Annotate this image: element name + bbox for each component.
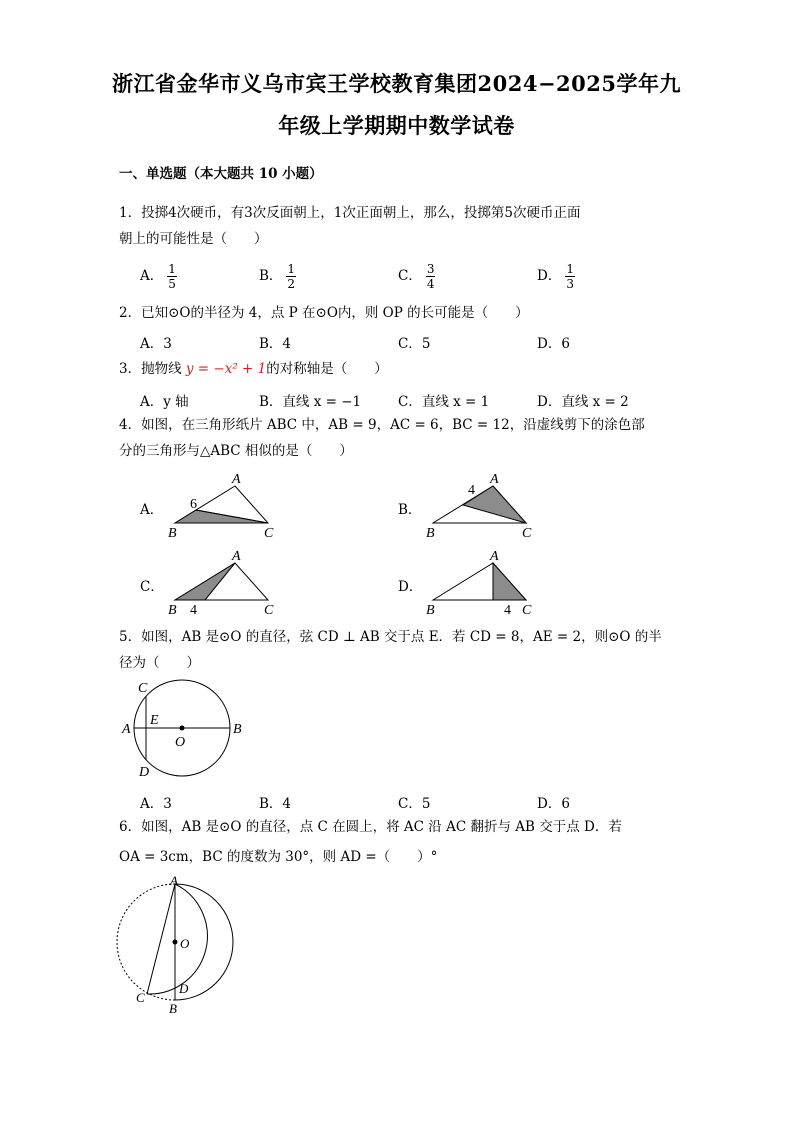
q5-text-line2: 径为（ ） [119, 655, 200, 671]
q1-option-d[interactable]: D． $\frac{1}{3}$ [537, 262, 574, 291]
q4-figure-a [160, 468, 290, 540]
q4b-label-b: B [426, 526, 435, 540]
section-heading: 一、单选题（本大题共 10 小题） [119, 166, 323, 182]
q1-text-line2: 朝上的可能性是（ ） [119, 231, 268, 247]
q2-option-a[interactable]: A．3 [140, 336, 172, 352]
q5-label-a: A [122, 722, 131, 737]
q5-label-d: D [139, 765, 150, 780]
q2-option-c[interactable]: C．5 [398, 336, 431, 352]
q4-option-d-label[interactable]: D． [398, 579, 423, 595]
q4c-label-four: 4 [190, 603, 197, 617]
q5-circle-figure [116, 676, 256, 786]
q4-figure-c [160, 545, 290, 617]
q6-label-d: D [179, 981, 189, 996]
q4-option-c-label[interactable]: C． [140, 579, 164, 595]
q6-text-line2: OA = 3cm，BC 的度数为 30°，则 AD =（ ）° [119, 849, 438, 865]
q5-text-line1: 5．如图，AB 是⊙O 的直径，弦 CD ⊥ AB 交于点 E．若 CD = 8，AE = 2，则⊙O 的半 [119, 629, 662, 645]
q1-option-c[interactable]: C． $\frac{3}{4}$ [398, 262, 435, 291]
q4b-label-a: A [490, 472, 499, 487]
exam-title-line2: 年级上学期期中数学试卷 [278, 113, 515, 138]
q4-text-line2: 分的三角形与△ABC 相似的是（ ） [119, 443, 353, 459]
q4-option-a-label[interactable]: A． [140, 502, 164, 518]
q6-text-line1: 6．如图，AB 是⊙O 的直径，点 C 在圆上，将 AC 沿 AC 翻折与 AB 交于点 D．若 [119, 819, 622, 835]
q4d-label-c: C [522, 603, 532, 617]
q4a-label-b: B [168, 526, 177, 540]
q2-text: 2．已知⊙O的半径为 4，点 P 在⊙O内，则 OP 的长可能是（ ） [119, 305, 529, 321]
exam-title-line1: 浙江省金华市义乌市宾王学校教育集团2024−2025学年九 [112, 71, 681, 96]
q4a-label-a: A [232, 472, 241, 487]
q5-option-c[interactable]: C．5 [398, 796, 431, 812]
q1-option-b[interactable]: B． $\frac{1}{2}$ [259, 262, 296, 291]
q6-label-a: A [170, 873, 178, 888]
q4b-label-four: 4 [468, 483, 475, 498]
q5-option-d[interactable]: D．6 [537, 796, 570, 812]
q5-label-b: B [233, 722, 242, 737]
q2-option-d[interactable]: D．6 [537, 336, 570, 352]
q5-option-a[interactable]: A．3 [140, 796, 172, 812]
q5-option-b[interactable]: B．4 [259, 796, 292, 812]
q6-label-o: O [180, 936, 190, 951]
q4c-label-b: B [168, 603, 177, 617]
q3-option-a[interactable]: A．y 轴 [140, 394, 189, 410]
q4-option-b-label[interactable]: B． [398, 502, 422, 518]
q4d-label-four: 4 [504, 603, 511, 617]
q3-option-d[interactable]: D．直线 x = 2 [537, 394, 629, 410]
q6-label-c: C [136, 990, 145, 1005]
q4d-label-a: A [490, 549, 499, 564]
q4a-label-c: C [264, 526, 274, 540]
q1-option-a[interactable]: A． $\frac{1}{5}$ [140, 262, 176, 291]
q3-option-b[interactable]: B．直线 x = −1 [259, 394, 362, 410]
q4c-label-a: A [232, 549, 241, 564]
q3-option-c[interactable]: C．直线 x = 1 [398, 394, 490, 410]
q4a-label-six: 6 [190, 497, 197, 512]
q4-text-line1: 4．如图，在三角形纸片 ABC 中，AB = 9，AC = 6，BC = 12，沿虚线剪下的涂色部 [119, 417, 645, 433]
q5-label-o: O [175, 735, 186, 750]
q3-formula: y = −x² + 1 [185, 361, 267, 377]
q4-figure-b [418, 468, 548, 540]
q2-option-b[interactable]: B．4 [259, 336, 292, 352]
q6-label-b: B [169, 1001, 177, 1016]
q5-label-e: E [150, 713, 159, 728]
q4c-label-c: C [264, 603, 274, 617]
q3-text: 3．抛物线 y = −x² + 1的对称轴是（ ） [119, 361, 388, 377]
q4d-label-b: B [426, 603, 435, 617]
q1-text-line1: 1．投掷4次硬币，有3次反面朝上，1次正面朝上，那么，投掷第5次硬币正面 [119, 205, 581, 221]
q5-label-c: C [138, 681, 148, 696]
q6-circle-figure [112, 872, 242, 1017]
q4-figure-d [418, 545, 548, 617]
q4b-label-c: C [522, 526, 532, 540]
